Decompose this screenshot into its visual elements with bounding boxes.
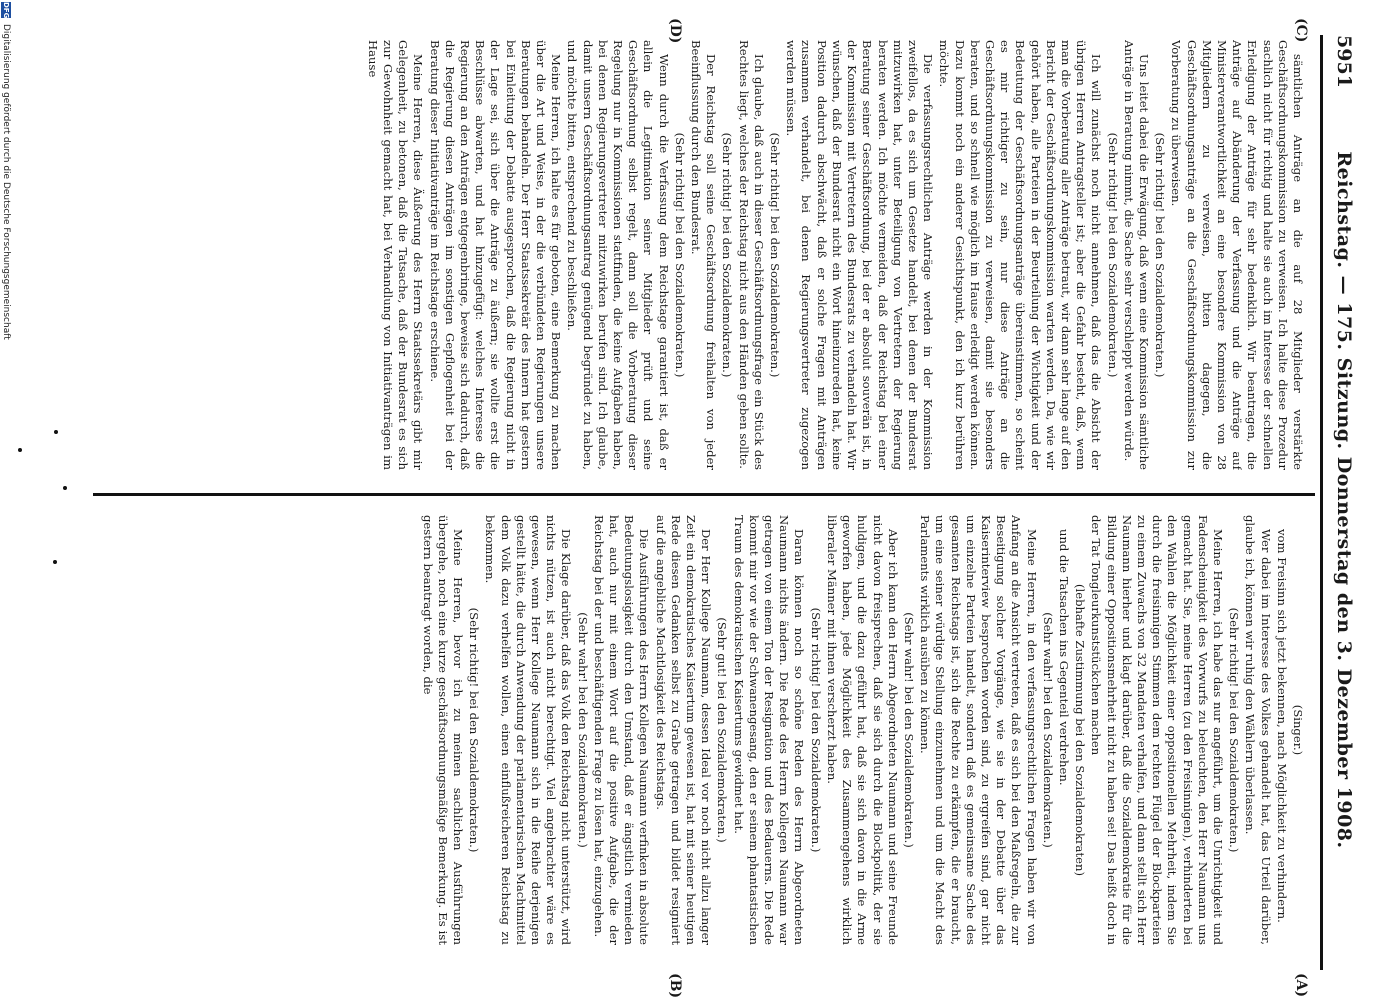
page-number: 5951 <box>1333 35 1355 88</box>
left-column-paragraph: Ich glaube, daß auch in dieser Geschäftsordnungsfrage ein Stück des Rechtes liegt, welches der Reichstag nicht aus den Händen geben sollte. <box>736 40 766 470</box>
left-column-paragraph: (Sehr richtig! bei den Sozialdemokraten.) <box>720 132 735 378</box>
right-column-paragraph: Aber ich kann den Herrn Abgeordneten Naumann und seine Freunde nicht davon freisprechen, daß sie sich durch die Blockpolitik, der sie huldigen, und die dazu geführt hat, daß sie sich davon in die Arme geworfen haben, jede Möglichkeit des Zusammengehens wirklich liberaler Männer mit ihnen verscherzt haben. <box>824 515 900 945</box>
page-title: Reichstag. — 175. Sitzung. Donnerstag den 3. Dezember 1908. <box>1333 151 1355 849</box>
margin-letter-a: (A) <box>1293 973 1309 998</box>
header-rule <box>1320 35 1323 970</box>
right-column-paragraph: (Sehr wahr! bei den Sozialdemokraten.) <box>901 612 916 848</box>
left-column-paragraph: Meine Herren, ich halte es für geboten, eine Bemerkung zu machen über die Art und Weise, in der die verbündeten Regierungen unsere Beratungen behandeln. Der Herr Staatssekretär des Innern hat gestern bei Einleitung der Debatte ausgesprochen, daß die Regierung nicht in der Lage sei, sich über die Anträge zu äußern; sie wollte erst die Beschlüsse abwarten, und hat hinzugefügt: welches Interesse die Regierung an den Anträgen entgegenbringe, beweise sich dadurch, daß die Regierung diesen Anträgen im sonstigen Gepflogenheit bei der Beratung dieser Initiativanträge im Reichstage erschiene. <box>427 40 564 470</box>
scan-speck <box>63 486 67 490</box>
right-column-paragraph: Die Klage darüber, daß das Volk den Reichstag nicht unterstützt, wird nichts nützen, ist auch nicht berechtigt. Viel angebrachter wäre es gewesen, wenn Herr Kollege Naumann sich in die Reihe derjenigen gestellt hätte, die durch Anwendung der parlamentarischen Machtmittel dem Volk dazu verhelfen wollen, einen einflußreicheren Reichstag zu bekommen. <box>483 515 574 945</box>
left-column-paragraph: (Sehr richtig! bei den Sozialdemokraten.) <box>768 132 783 378</box>
left-column-paragraph: Der Reichstag soll seine Geschäftsordnung freihalten von jeder Beeinflussung durch den Bundesrat. <box>689 40 719 470</box>
right-column-paragraph: Meine Herren, bevor ich zu meinen sachlichen Ausführungen übergehe, noch eine kurze geschäftsordnungsmäßige Bemerkung. Es ist gestern beantragt worden, die <box>420 515 466 945</box>
margin-letter-c: (C) <box>1293 18 1309 43</box>
funding-credit: Digitalisierung gefördert durch die Deutsche Forschungsgemeinschaft <box>1 24 11 340</box>
right-column-paragraph: (Singer.) <box>1291 704 1305 756</box>
scan-speck <box>18 448 22 452</box>
scan-speck <box>54 430 58 434</box>
right-column-paragraph: (Sehr wahr! bei den Sozialdemokraten.) <box>575 612 590 848</box>
right-column-paragraph: und die Tatsachen ins Gegenteil verdrehen. <box>1056 529 1071 786</box>
dfg-logo: DFG <box>2 2 10 19</box>
column-divider <box>93 493 1315 496</box>
left-column-paragraph: sämtlichen Anträge an die auf 28 Mitglieder verstärkte Geschäftsordnungskommission zu verweisen. Ich halte diese Prozedur sachlich nicht für richtig und halte sie auch im Interesse der schnellen Erledigung der Anträge für sehr bedenklich. Wir beantragen, die Anträge auf Abänderung der Verfassung und die Anträge auf Ministerverantwortlichkeit an eine besondere Kommission von 28 Mitgliedern zu verweisen, bitten dagegen, die Geschäftsordnungsanträge an die Geschäftsordnungskommission zur Vorberatung zu überweisen. <box>1169 40 1305 470</box>
right-column-paragraph: Der Herr Kollege Naumann, dessen Ideal vor noch nicht allzu langer Zeit ein demokratisches Kaisertum gewesen ist, hat mit seiner heutigen Rede diesen Gedanken selbst zu Grabe getragen und bildet resigniert auf die angebliche Machtlosigkeit des Reichstags. <box>653 515 714 945</box>
left-column-paragraph: Die verfassungsrechtlichen Anträge werden in der Kommission zweifellos, da es sich um Gesetze handelt, bei denen der Bundesrat mitzuwirken hat, unter Beteiligung von Vertretern der Regierung beraten werden. Ich möchte vermeiden, daß der Reichstag bei einer Beratung seiner Geschäftsordnung, bei der er absolut souverän ist, in der Kommission mit Vertretern des Bundesrats zu verhandeln hat. Wir wünschen, daß der Bundesrat nicht ein Wort hineinzureden hat, keine Position dadurch abschwächt, daß er solche Fragen mit Anträgen zusammen verhandelt, bei denen Regierungsvertreter zugezogen werden müssen. <box>784 40 936 470</box>
right-column-paragraph: Die Ausführungen des Herrn Kollegen Naumann verfinken in absolute Bedeutungslosigkeit durch den Umstand, daß er ängstlich vermieden hat, auch nur mit einem Wort auf die positive Aufgabe, die der Reichstag bei der und beschäftigenden Frage zu lösen hat, einzugehen. <box>591 515 652 945</box>
right-column-paragraph: (Sehr richtig! bei den Sozialdemokraten.) <box>467 607 482 853</box>
right-column-paragraph: (Sehr gut! bei den Sozialdemokraten.) <box>715 617 730 843</box>
right-text-column <box>83 515 1305 945</box>
left-column-paragraph: Wenn durch die Verfassung dem Reichstage garantiert ist, daß er allein die Legitimation seiner Mitglieder prüft und seine Geschäftsordnung selbst regelt, dann soll die Vorberatung dieser Regelung nur in Kommissionen stattfinden, die keine Aufgaben haben, bei denen Regierungsvertreter mitzuwirken berufen sind. Ich glaube, damit unsern Geschäftsordnungsantrag genügend begründet zu haben, und möchte bitten, entsprechend zu beschließen. <box>565 40 671 470</box>
margin-letter-d: (D) <box>667 18 683 44</box>
left-column-paragraph: Uns leitet dabei die Erwägung, daß wenn eine Kommission sämtliche Anträge in Beratung nimmt, die Sache sehr verschleppt werden würde. <box>1121 40 1151 470</box>
right-column-paragraph: (Sehr wahr! bei den Sozialdemokraten.) <box>1040 612 1055 848</box>
page-header <box>1323 35 1361 965</box>
left-column-paragraph: (Sehr richtig! bei den Sozialdemokraten.) <box>1153 132 1168 378</box>
footer <box>0 0 11 1000</box>
left-text-column <box>83 40 1305 470</box>
right-column-paragraph: Wer dabei im Interesse des Volkes gehandelt hat, das Urteil darüber, glaube ich, können wir ruhig den Wählern überlassen. <box>1243 515 1273 945</box>
scan-speck <box>53 560 57 564</box>
right-column-paragraph: (lebhafte Zustimmung bei den Sozialdemokraten) <box>1073 584 1088 876</box>
margin-letter-b: (B) <box>667 973 683 999</box>
left-column-paragraph: (Sehr richtig! bei den Sozialdemokraten.) <box>1105 132 1120 378</box>
left-column-paragraph: Ich will zunächst noch nicht annehmen, daß das die Absicht der übrigen Herren Antragsteller ist; aber die Gefahr besteht, daß, wenn man die Vorberatung aller Anträge betraut, wir dann sehr lange auf den Bericht der Geschäftsordnungskommission warten werden. Da, wie wir gehört haben, alle Parteien in der Beurteilung der Wichtigkeit und der Bedeutung der Geschäftsordnungsanträge übereinstimmen, so scheint es mir richtiger zu sein, nur diese Anträge an die Geschäftsordnungskommission zu verweisen, damit sie besonders beraten, und so schnell wie möglich im Hause erledigt werden können. Dazu kommt noch ein anderer Gesichtspunkt, den ich kurz berühren möchte. <box>937 40 1104 470</box>
right-column-paragraph: vom Freisinn sich jetzt bekennen, nach Möglichkeit zu verhindern. <box>1274 529 1289 923</box>
left-column-paragraph: Meine Herren, diese Äußerung des Herrn Staatssekretärs gibt mir Gelegenheit, zu betonen, daß die Tatsache, daß der Bundesrat es sich zur Gewohnheit gemacht hat, bei Verhandlung von Initiativanträgen im Hause <box>365 40 426 470</box>
right-column-paragraph: (Sehr richtig! bei den Sozialdemokraten.) <box>808 607 823 853</box>
left-column-paragraph: (Sehr richtig! bei den Sozialdemokraten.) <box>672 132 687 378</box>
right-column-paragraph: Meine Herren, ich habe das nur angeführt, um die Unrichtigkeit und Fadenscheinigkeit des Vorwurfs zu beleuchten, den Herr Naumann uns gemacht hat. Sie, meine Herren (zu den Freisinnigen), verhinderten bei den Wahlen die Möglichkeit einer oppositionellen Mehrheit, indem Sie durch die freisinnigen Stimmen dem rechten Flügel der Blockparteien zu einem Zuwachs von 32 Mandaten verhalfen, und dann stellt sich Herr Naumann hierher und klagt darüber, daß die Sozialdemokratie für die Bildung einer Oppositionsmehrheit nicht zu haben sei! Das heißt doch in der Tat Tongleurkunststückchen machen <box>1089 515 1225 945</box>
right-column-paragraph: Daran können noch so schöne Reden des Herrn Abgeordneten Naumann nichts ändern. Die Rede des Herrn Kollegen Naumann war getragen von einem Ton der Resignation und des Bedauerns. Die Rede kommt mir vor wie der Schwanengesang, den er seinem phantastischen Traum des demokratischen Kaisertums gewidmet hat. <box>731 515 807 945</box>
right-column-paragraph: Meine Herren, in den verfassungsrechtlichen Fragen haben wir von Anfang an die Ansicht vertreten, daß es sich bei den Maßregeln, die zur Beseitigung solcher Vorgänge, wie sie in der Debatte über das Kaiserinterview besprochen worden sind, zu ergreifen sind, gar nicht um einzelne Parteien handelt, sondern daß es gemeinsame Sache des gesamten Reichstags ist, sich die Rechte zu erkämpfen, die er braucht, um eine seiner würdige Stellung einzunehmen und um die Macht des Parlaments wirklich ausüben zu können. <box>918 515 1039 945</box>
right-column-paragraph: (Sehr richtig! bei den Sozialdemokraten.) <box>1227 607 1242 853</box>
